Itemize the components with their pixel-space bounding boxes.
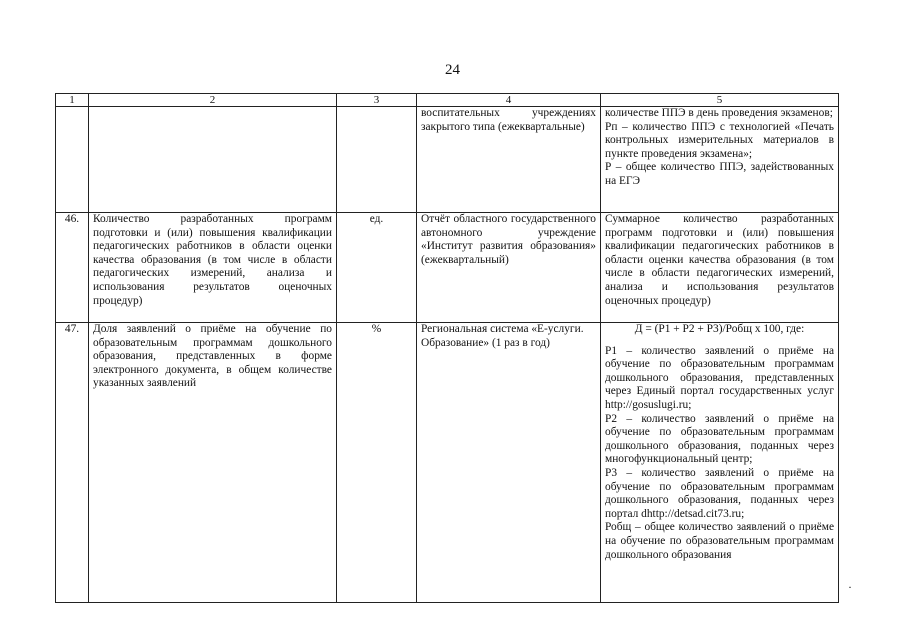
row-number: 46. <box>56 213 89 323</box>
page-number: 24 <box>445 62 460 78</box>
method-line: Рп – количество ППЭ с технологией «Печать контрольных измерительных материалов в пункте проведения экзамена»; <box>605 120 834 160</box>
indicators-table <box>55 93 839 603</box>
formula: Д = (Р1 + Р2 + Р3)/Робщ х 100, где: <box>634 323 805 335</box>
table-row <box>56 323 839 603</box>
column-header: 3 <box>337 94 417 107</box>
row-number: 47. <box>56 323 89 603</box>
scan-mark: · <box>848 580 852 594</box>
column-number-row <box>56 94 839 107</box>
method-line: Р3 – количество заявлений о приёме на обучение по образовательным программам дошкольного образования, поданных через портал dhttp://detsad.cit73.ru; <box>605 466 834 520</box>
calculation-method <box>601 213 839 323</box>
indicator-name <box>89 107 337 213</box>
table-row <box>56 107 839 213</box>
unit-of-measure: % <box>337 323 417 603</box>
unit-of-measure: ед. <box>337 213 417 323</box>
data-source: воспитательных учреждениях закрытого типа (ежеквартальные) <box>417 107 601 213</box>
unit-of-measure <box>337 107 417 213</box>
indicator-name: Доля заявлений о приёме на обучение по образовательным программам дошкольного образования, представленных в форме электронного документа, в общем количестве указанных заявлений <box>89 323 337 603</box>
method-line: Робщ – общее количество заявлений о приёме на обучение по образовательным программам дошкольного образования <box>605 521 834 561</box>
method-line: Суммарное количество разработанных программ подготовки и (или) повышения квалификации педагогических работников в области оценки качества образования (в том числе в области педагогических измерений, анализа и использования результатов оценочных процедур) <box>605 213 834 307</box>
method-line: Р1 – количество заявлений о приёме на обучение по образовательным программам дошкольного образования, представленных через Единый портал государственных услуг http://gosuslugi.ru; <box>605 344 834 411</box>
column-header: 4 <box>417 94 601 107</box>
indicator-name: Количество разработанных программ подготовки и (или) повышения квалификации педагогических работников в области оценки качества образования (в том числе в области педагогических измерений, анализа и использования результатов оценочных процедур) <box>89 213 337 323</box>
column-header: 2 <box>89 94 337 107</box>
calculation-method <box>601 323 839 603</box>
calculation-method <box>601 107 839 213</box>
data-source: Отчёт областного государственного автономного учреждение «Институт развития образования» (ежеквартальный) <box>417 213 601 323</box>
method-line: Р2 – количество заявлений о приёме на обучение по образовательным программам дошкольного образования, поданных через многофункциональный центр; <box>605 412 834 466</box>
row-number <box>56 107 89 213</box>
table-row <box>56 213 839 323</box>
method-line: Р – общее количество ППЭ, задействованных на ЕГЭ <box>605 161 834 187</box>
data-source: Региональная система «Е-услуги. Образование» (1 раз в год) <box>417 323 601 603</box>
column-header: 5 <box>601 94 839 107</box>
method-line: количестве ППЭ в день проведения экзаменов; <box>605 107 833 119</box>
column-header: 1 <box>56 94 89 107</box>
